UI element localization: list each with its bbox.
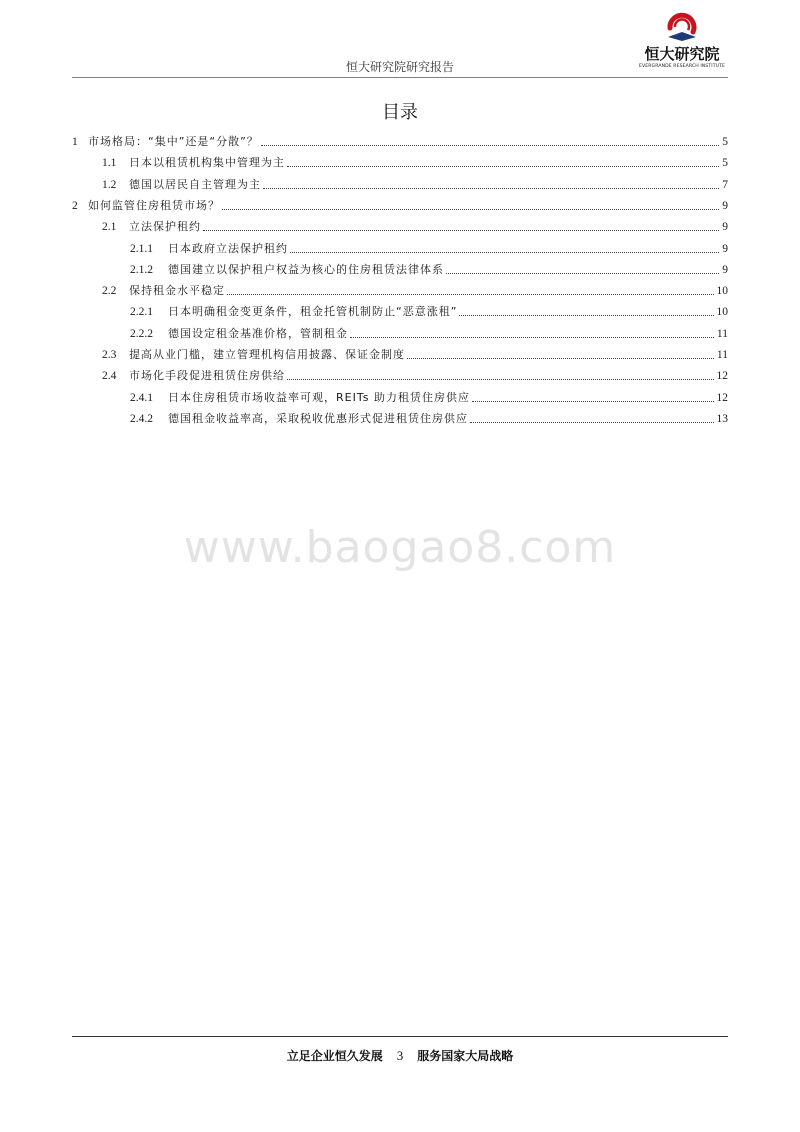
toc-entry[interactable] bbox=[130, 236, 728, 256]
toc-entry-title: 如何监管住房租赁市场？ bbox=[88, 199, 220, 212]
toc-dot-leader bbox=[470, 422, 714, 423]
toc-entry-title: 德国建立以保护租户权益为核心的住房租赁法律体系 bbox=[168, 263, 444, 276]
toc-dot-leader bbox=[446, 273, 719, 274]
toc-entry-number: 2 bbox=[72, 200, 78, 212]
toc-entry-number: 1.2 bbox=[102, 179, 117, 191]
toc-dot-leader bbox=[287, 166, 719, 167]
toc-entry-title: 日本政府立法保护租约 bbox=[168, 242, 288, 255]
logo-subtitle: EVERGRANDE RESEARCH INSTITUTE bbox=[639, 64, 725, 69]
toc-entry-number: 1.1 bbox=[102, 157, 117, 169]
toc-entry-title: 市场化手段促进租赁住房供给 bbox=[129, 369, 285, 382]
evergrande-logo-icon bbox=[664, 10, 700, 44]
toc-dot-leader bbox=[472, 401, 714, 402]
toc-entry[interactable] bbox=[130, 385, 728, 405]
toc-entry-title: 德国设定租金基准价格，管制租金 bbox=[168, 327, 348, 340]
toc-entry[interactable] bbox=[72, 129, 728, 149]
toc-entry-page: 9 bbox=[722, 200, 728, 212]
toc-entry-page: 9 bbox=[722, 264, 728, 276]
toc-dot-leader bbox=[261, 145, 719, 146]
toc-entry-page: 10 bbox=[716, 285, 728, 297]
logo bbox=[632, 10, 732, 74]
toc-entry[interactable] bbox=[102, 342, 728, 362]
toc-entry-title: 德国租金收益率高，采取税收优惠形式促进租赁住房供应 bbox=[168, 412, 468, 425]
toc-entry[interactable] bbox=[130, 299, 728, 319]
toc-entry-title: 日本以租赁机构集中管理为主 bbox=[129, 156, 285, 169]
toc-dot-leader bbox=[227, 294, 714, 295]
toc-entry-page: 11 bbox=[716, 328, 728, 340]
toc-entry-page: 11 bbox=[716, 349, 728, 361]
toc-entry-number: 2.4.1 bbox=[130, 392, 153, 404]
toc-entry[interactable] bbox=[102, 150, 728, 170]
toc-entry[interactable] bbox=[102, 363, 728, 383]
toc-entry-page: 9 bbox=[722, 221, 728, 233]
toc-entry-page: 7 bbox=[722, 179, 728, 191]
toc-entry[interactable] bbox=[72, 193, 728, 213]
toc-entry[interactable] bbox=[102, 278, 728, 298]
toc-entry-number: 2.3 bbox=[102, 349, 117, 361]
toc-entry-page: 9 bbox=[722, 243, 728, 255]
toc-entry-title: 日本住房租赁市场收益率可观，REITs 助力租赁住房供应 bbox=[168, 391, 470, 404]
footer-left-slogan: 立足企业恒久发展 bbox=[286, 1049, 383, 1063]
header-divider bbox=[72, 77, 728, 78]
toc-entry[interactable] bbox=[130, 321, 728, 341]
toc-entry[interactable] bbox=[102, 172, 728, 192]
toc-entry-title: 立法保护租约 bbox=[129, 220, 201, 233]
toc-entry-number: 2.4 bbox=[102, 370, 117, 382]
toc-entry-number: 2.1.2 bbox=[130, 264, 153, 276]
toc-entry-number: 1 bbox=[72, 136, 78, 148]
toc-entry[interactable] bbox=[130, 257, 728, 277]
toc-entry-page: 5 bbox=[722, 157, 728, 169]
toc-entry-number: 2.4.2 bbox=[130, 413, 153, 425]
toc-entry-page: 12 bbox=[716, 370, 728, 382]
toc-entry-number: 2.2.1 bbox=[130, 306, 153, 318]
toc-entry-number: 2.1.1 bbox=[130, 243, 153, 255]
toc-entry-number: 2.2.2 bbox=[130, 328, 153, 340]
toc-dot-leader bbox=[203, 230, 719, 231]
toc-entry-page: 10 bbox=[716, 306, 728, 318]
toc-entry-page: 12 bbox=[716, 392, 728, 404]
toc-entry[interactable] bbox=[130, 406, 728, 426]
toc-dot-leader bbox=[350, 337, 714, 338]
logo-name: 恒大研究院 bbox=[644, 45, 720, 63]
toc-title: 目录 bbox=[382, 102, 418, 123]
footer-right-slogan: 服务国家大局战略 bbox=[417, 1049, 514, 1063]
toc-entry-title: 德国以居民自主管理为主 bbox=[129, 178, 261, 191]
toc-entry-title: 日本明确租金变更条件，租金托管机制防止“恶意涨租” bbox=[168, 305, 458, 318]
toc-entry-number: 2.2 bbox=[102, 285, 117, 297]
footer bbox=[0, 1047, 800, 1064]
toc-entry[interactable] bbox=[102, 214, 728, 234]
toc-dot-leader bbox=[263, 188, 719, 189]
toc-dot-leader bbox=[287, 379, 714, 380]
toc-entry-title: 保持租金水平稳定 bbox=[129, 284, 225, 297]
page-number: 3 bbox=[396, 1048, 404, 1063]
watermark: www.baogao8.com bbox=[183, 522, 617, 573]
toc-entry-page: 13 bbox=[716, 413, 728, 425]
footer-divider bbox=[72, 1036, 728, 1037]
toc-dot-leader bbox=[407, 358, 714, 359]
toc-entry-title: 提高从业门槛，建立管理机构信用披露、保证金制度 bbox=[129, 348, 405, 361]
toc-entry-number: 2.1 bbox=[102, 221, 117, 233]
toc-entry-title: 市场格局：“集中”还是“分散”？ bbox=[88, 135, 259, 148]
toc-dot-leader bbox=[290, 252, 719, 253]
header-title: 恒大研究院研究报告 bbox=[345, 60, 454, 74]
toc-dot-leader bbox=[459, 315, 713, 316]
toc-entry-page: 5 bbox=[722, 136, 728, 148]
toc-dot-leader bbox=[222, 209, 719, 210]
